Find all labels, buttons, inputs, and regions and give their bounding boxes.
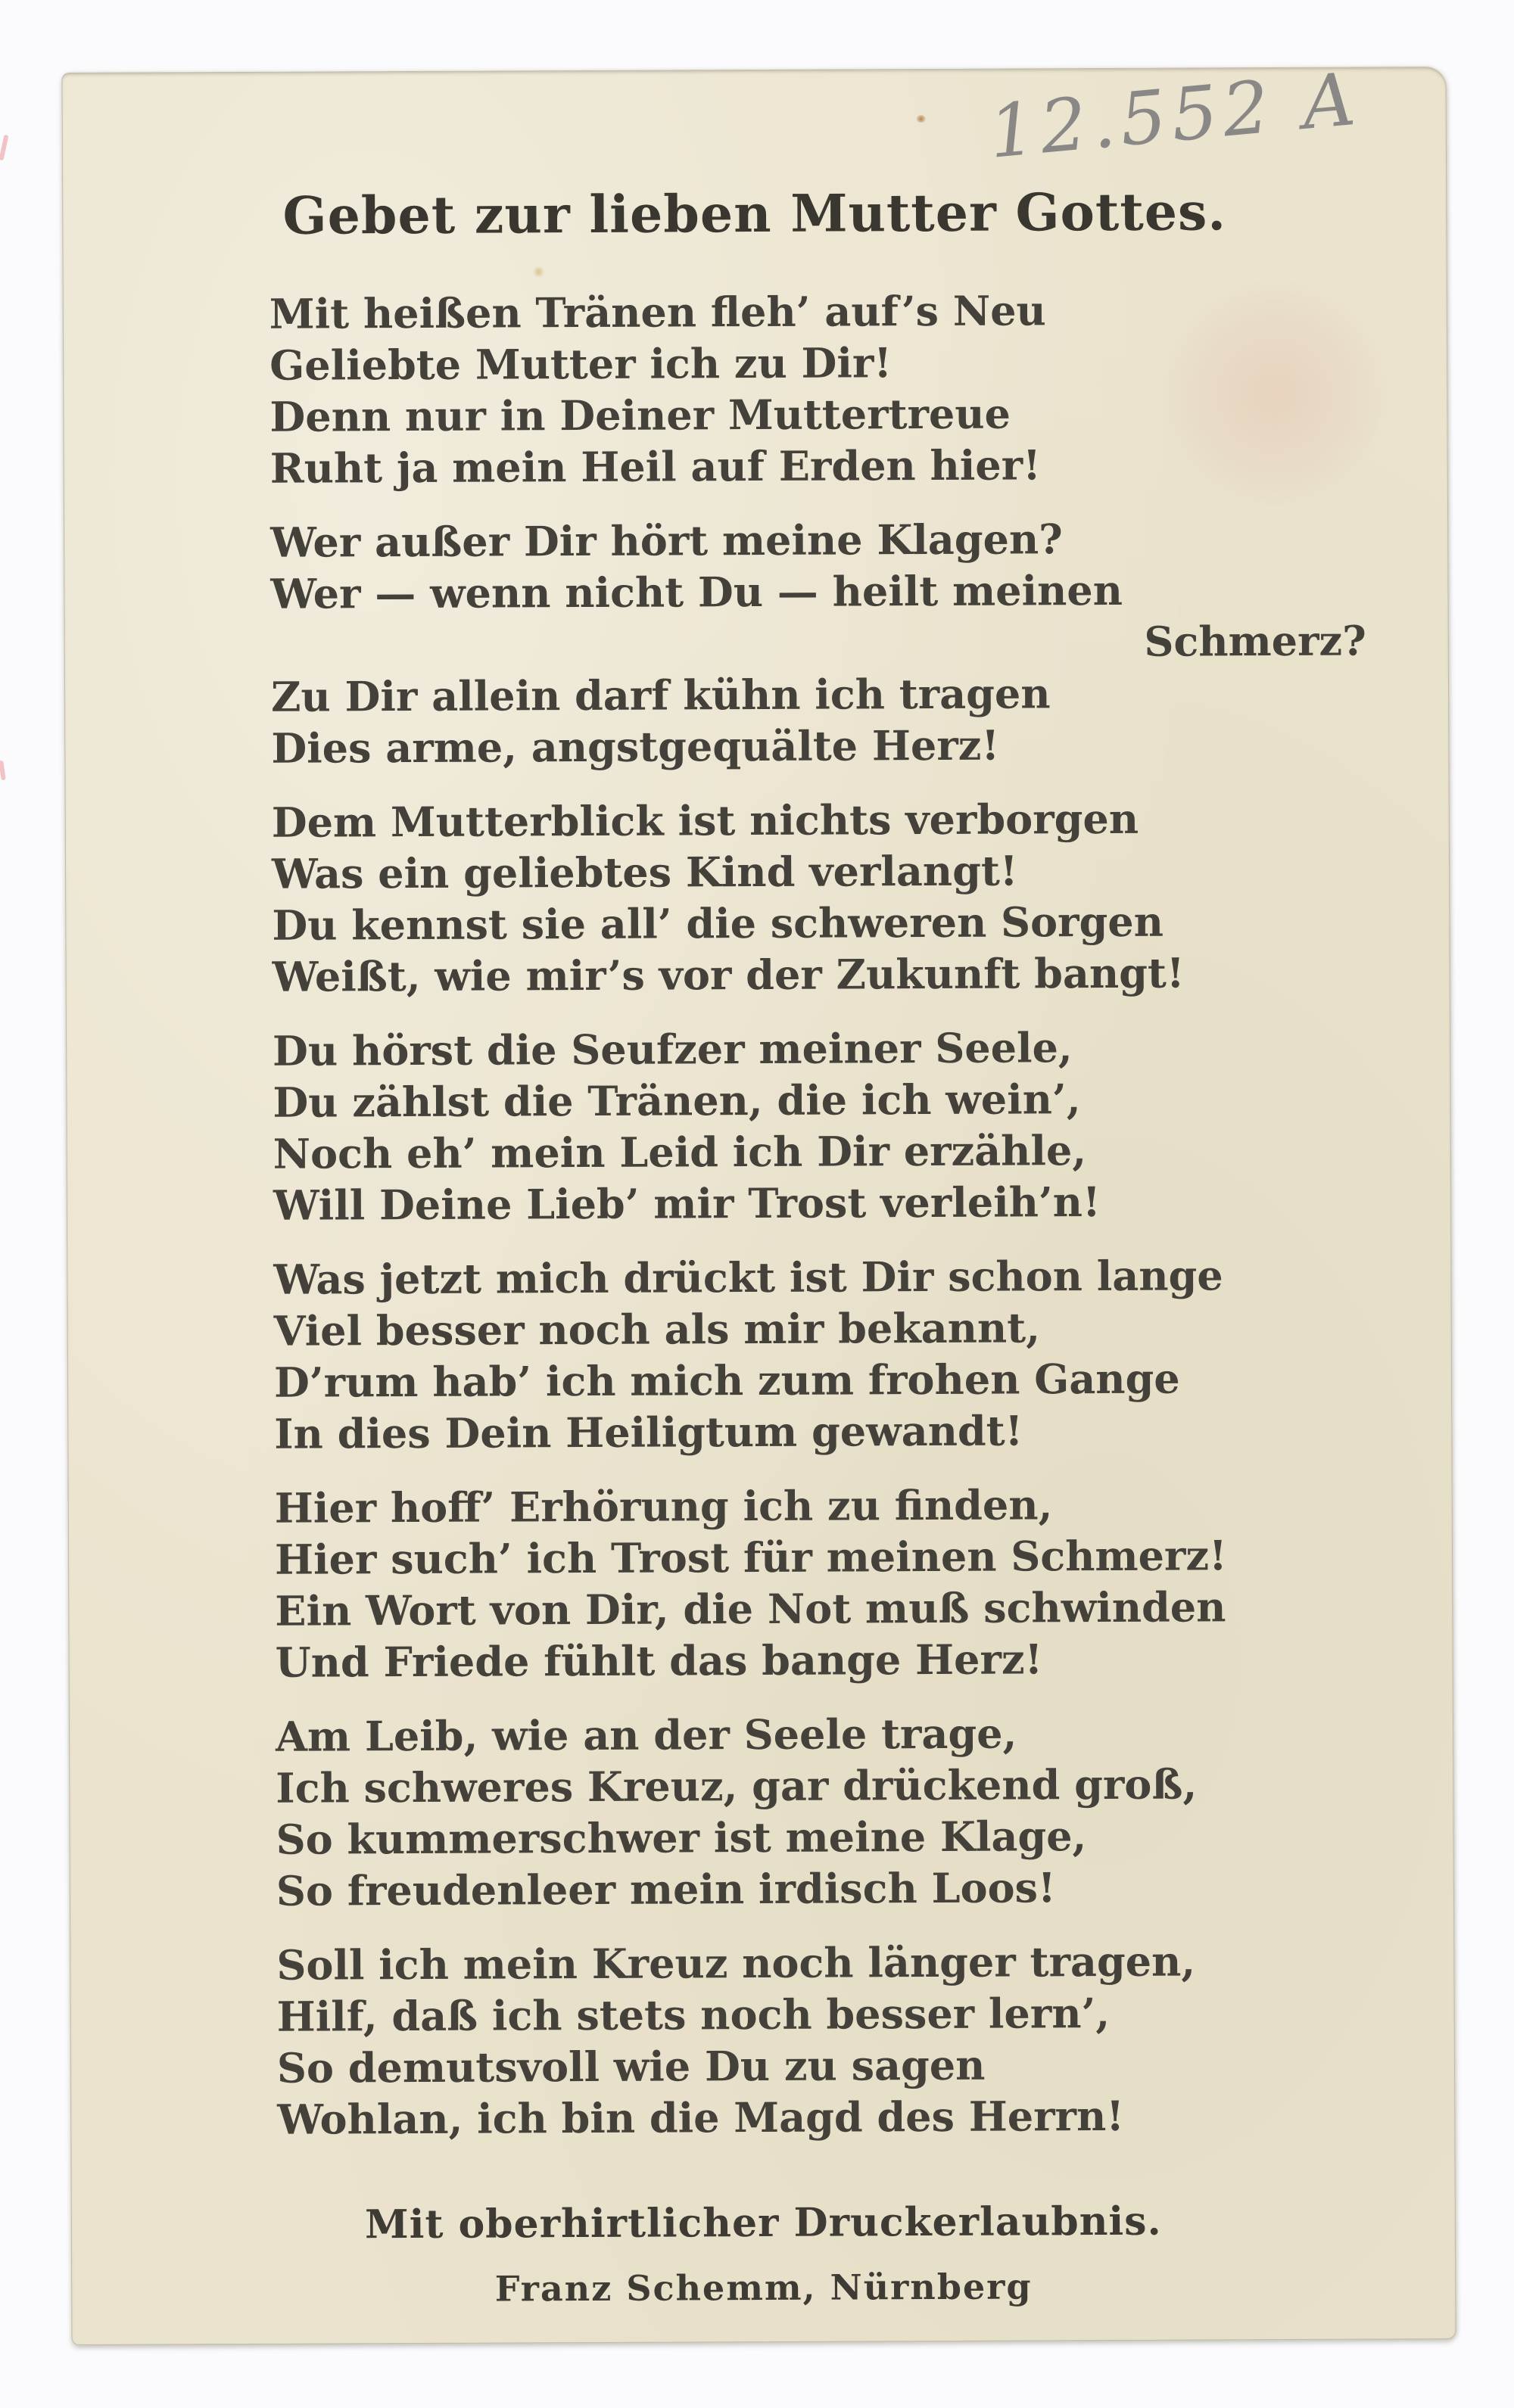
- poem-line: So freudenleer mein irdisch Loos!: [276, 1863, 1056, 1915]
- stanza-6: [275, 1477, 1377, 1688]
- poem-line: Dies arme, angstgequälte Herz!: [271, 720, 1000, 773]
- poem-line: Hier such’ ich Trost für meinen Schmerz!: [274, 1531, 1227, 1584]
- poem-line: So demutsvoll wie Du zu sagen: [276, 2040, 986, 2092]
- poem-line: Zu Dir allein darf kühn ich tragen: [270, 669, 1051, 721]
- poem-line: Ein Wort von Dir, die Not muß schwinden: [275, 1582, 1226, 1635]
- imprint-publisher: Franz Schemm, Nürnberg: [494, 2266, 1033, 2310]
- stanza-2: [270, 512, 1372, 773]
- handwritten-inventory-number: 12.552 A: [985, 56, 1364, 175]
- imprint: [72, 2197, 1456, 2311]
- stanza-1: [269, 283, 1372, 493]
- poem-line: Was ein geliebtes Kind verlangt!: [271, 846, 1018, 898]
- page-title: Gebet zur lieben Mutter Gottes.: [282, 182, 1227, 247]
- poem-line: Dem Mutterblick ist nichts verborgen: [271, 794, 1139, 847]
- poem-line: Noch eh’ mein Leid ich Dir erzähle,: [273, 1126, 1087, 1178]
- poem: [269, 283, 1379, 2145]
- poem-line: Du kennst sie all’ die schweren Sorgen: [272, 897, 1164, 950]
- stanza-4: [273, 1020, 1375, 1230]
- poem-line: Ich schweres Kreuz, gar drückend groß,: [276, 1759, 1198, 1812]
- poem-line: Du zählst die Tränen, die ich wein’,: [273, 1075, 1081, 1127]
- rust-speck: [917, 115, 926, 123]
- poem-line-wrapped: Schmerz?: [1144, 616, 1366, 666]
- prayer-card: [61, 56, 1456, 2345]
- poem-line: Weißt, wie mir’s vor der Zukunft bangt!: [272, 948, 1185, 1001]
- poem-line: Hilf, daß ich stets noch besser lern’,: [276, 1988, 1111, 2041]
- stanza-5: [273, 1249, 1375, 1459]
- poem-line: Denn nur in Deiner Muttertreue: [269, 389, 1011, 441]
- stanza-8: [276, 1934, 1378, 2145]
- poem-line: Wer außer Dir hört meine Klagen?: [270, 515, 1063, 567]
- poem-line: Was jetzt mich drückt ist Dir schon lange: [273, 1251, 1223, 1304]
- poem-line: D’rum hab’ ich mich zum frohen Gange: [273, 1354, 1180, 1407]
- poem-line: Will Deine Lieb’ mir Trost verleih’n!: [273, 1178, 1101, 1230]
- imprint-permission: Mit oberhirtlicher Druckerlaubnis.: [364, 2198, 1162, 2248]
- poem-line: Am Leib, wie an der Seele trage,: [275, 1709, 1017, 1761]
- poem-line: Wer — wenn nicht Du — heilt meinen: [270, 565, 1123, 618]
- poem-line: In dies Dein Heiligtum gewandt!: [274, 1406, 1023, 1458]
- poem-line: Mit heißen Tränen fleh’ auf’s Neu: [269, 286, 1046, 338]
- poem-line: Soll ich mein Kreuz noch länger tragen,: [276, 1937, 1196, 1990]
- poem-line: Viel besser noch als mir bekannt,: [273, 1303, 1041, 1355]
- poem-line: Wohlan, ich bin die Magd des Herrn!: [277, 2091, 1125, 2144]
- yellow-speck: [533, 266, 545, 277]
- poem-line: Du hörst die Seufzer meiner Seele,: [272, 1023, 1073, 1075]
- stanza-3: [272, 792, 1374, 1002]
- poem-line: Hier hoff’ Erhörung ich zu finden,: [274, 1480, 1053, 1532]
- stanza-7: [276, 1706, 1378, 1916]
- poem-line: Ruht ja mein Heil auf Erden hier!: [269, 440, 1041, 493]
- poem-line: Und Friede fühlt das bange Herz!: [275, 1635, 1043, 1687]
- poem-line: Geliebte Mutter ich zu Dir!: [269, 338, 893, 390]
- scanner-edge-mark: [0, 761, 6, 781]
- scanner-edge-mark: [0, 135, 8, 161]
- poem-line: So kummerschwer ist meine Klage,: [276, 1812, 1087, 1864]
